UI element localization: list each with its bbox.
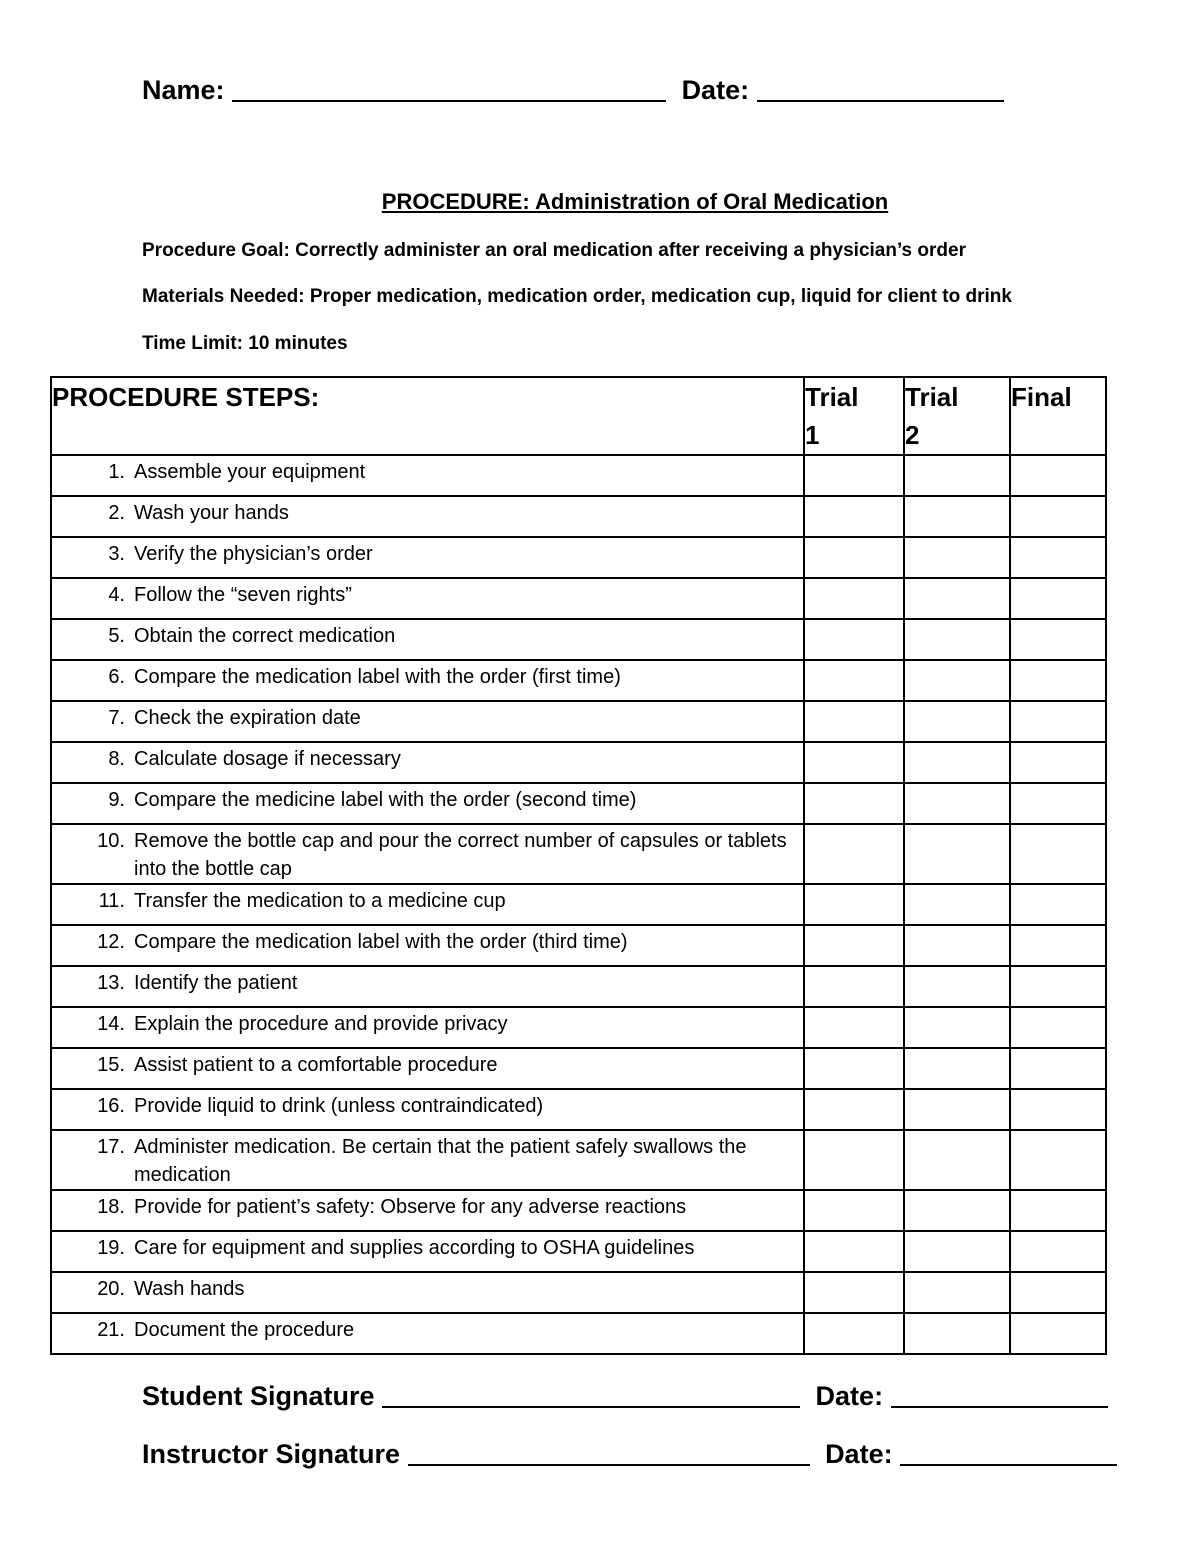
- step-number: 14.: [97, 1013, 125, 1035]
- trial-2-cell[interactable]: [904, 496, 1010, 537]
- step-cell: [51, 578, 804, 619]
- final-cell[interactable]: [1010, 824, 1106, 884]
- procedure-steps-table: [50, 376, 1107, 1355]
- trial-1-cell[interactable]: [804, 1190, 904, 1231]
- step-number: 21.: [97, 1319, 125, 1341]
- step-number: 6.: [108, 666, 125, 688]
- final-cell[interactable]: [1010, 966, 1106, 1007]
- step-number: 9.: [108, 789, 125, 811]
- step-text: Assemble your equipment: [134, 461, 366, 483]
- trial-2-cell[interactable]: [904, 660, 1010, 701]
- step-cell: [51, 884, 804, 925]
- trial-1-cell[interactable]: [804, 742, 904, 783]
- step-wrap: [52, 1193, 803, 1221]
- trial-2-cell[interactable]: [904, 1130, 1010, 1190]
- final-cell[interactable]: [1010, 537, 1106, 578]
- final-cell[interactable]: [1010, 925, 1106, 966]
- step-wrap: [52, 1275, 803, 1303]
- final-cell[interactable]: [1010, 1089, 1106, 1130]
- step-number: 12.: [97, 931, 125, 953]
- trial-1-cell[interactable]: [804, 537, 904, 578]
- trial-1-cell[interactable]: [804, 783, 904, 824]
- step-number: 7.: [108, 707, 125, 729]
- trial-1-cell[interactable]: [804, 824, 904, 884]
- trial-1-cell[interactable]: [804, 1130, 904, 1190]
- step-text: Obtain the correct medication: [134, 625, 396, 647]
- date-label: Date:: [681, 75, 750, 105]
- table-row: [51, 1190, 1106, 1231]
- trial-2-cell[interactable]: [904, 925, 1010, 966]
- table-row: [51, 537, 1106, 578]
- trial-1-cell[interactable]: [804, 1007, 904, 1048]
- step-number: 2.: [108, 502, 125, 524]
- step-text: Transfer the medication to a medicine cup: [134, 890, 506, 912]
- step-text: Check the expiration date: [134, 707, 361, 729]
- step-number: 11.: [98, 890, 125, 912]
- step-cell: [51, 701, 804, 742]
- student-signature-field[interactable]: [382, 1380, 800, 1408]
- name-date-line: [142, 74, 1004, 106]
- step-wrap: [52, 458, 803, 486]
- trial-2-header-line2: 2: [905, 420, 920, 450]
- trial-1-cell[interactable]: [804, 496, 904, 537]
- step-cell: [51, 1231, 804, 1272]
- procedure-goal: Procedure Goal: Correctly administer an oral medication after receiving a physician’s order: [142, 240, 966, 261]
- step-cell: [51, 1313, 804, 1354]
- trial-2-cell[interactable]: [904, 1048, 1010, 1089]
- step-wrap: [52, 663, 803, 691]
- step-number: 8.: [108, 748, 125, 770]
- step-wrap: [52, 1051, 803, 1079]
- step-number: 13.: [97, 972, 125, 994]
- final-cell[interactable]: [1010, 1007, 1106, 1048]
- date-field[interactable]: [757, 74, 1004, 102]
- table-row: [51, 1048, 1106, 1089]
- step-wrap: [52, 827, 803, 883]
- step-wrap: [52, 887, 803, 915]
- step-number: 20.: [97, 1278, 125, 1300]
- step-wrap: [52, 1010, 803, 1038]
- materials-needed: Materials Needed: Proper medication, medication order, medication cup, liquid for client to drink: [142, 286, 1012, 307]
- trial-2-cell[interactable]: [904, 824, 1010, 884]
- trial-2-cell[interactable]: [904, 1089, 1010, 1130]
- final-cell[interactable]: [1010, 884, 1106, 925]
- trial-2-cell[interactable]: [904, 537, 1010, 578]
- table-row: [51, 1007, 1106, 1048]
- procedure-steps-header: PROCEDURE STEPS:: [51, 377, 804, 455]
- step-text: Compare the medicine label with the order (second time): [134, 789, 637, 811]
- table-row: [51, 1089, 1106, 1130]
- trial-2-cell[interactable]: [904, 701, 1010, 742]
- trial-2-cell[interactable]: [904, 884, 1010, 925]
- procedure-title: PROCEDURE: Administration of Oral Medication: [381, 189, 889, 214]
- step-cell: [51, 742, 804, 783]
- table-row: [51, 824, 1106, 884]
- step-number: 4.: [108, 584, 125, 606]
- trial-2-cell[interactable]: [904, 1190, 1010, 1231]
- step-text: Compare the medication label with the order (first time): [134, 666, 621, 688]
- instructor-date-field[interactable]: [900, 1438, 1117, 1466]
- student-signature-line: [142, 1380, 1108, 1412]
- final-cell[interactable]: [1010, 1272, 1106, 1313]
- step-text: Follow the “seven rights”: [134, 584, 352, 606]
- trial-1-header-line2: 1: [805, 420, 820, 450]
- final-cell[interactable]: [1010, 660, 1106, 701]
- step-text: Wash your hands: [134, 502, 289, 524]
- instructor-date-label: Date:: [825, 1439, 893, 1469]
- trial-2-header: [904, 377, 1010, 455]
- instructor-signature-label: Instructor Signature: [142, 1439, 401, 1469]
- trial-1-header: [804, 377, 904, 455]
- table-row: [51, 966, 1106, 1007]
- trial-1-cell[interactable]: [804, 925, 904, 966]
- step-wrap: [52, 622, 803, 650]
- step-cell: [51, 1007, 804, 1048]
- table-row: [51, 496, 1106, 537]
- step-wrap: [52, 499, 803, 527]
- step-wrap: [52, 1092, 803, 1120]
- name-label: Name:: [142, 75, 225, 105]
- step-number: 18.: [97, 1196, 125, 1218]
- student-date-field[interactable]: [891, 1380, 1108, 1408]
- trial-2-cell[interactable]: [904, 455, 1010, 496]
- trial-1-cell[interactable]: [804, 701, 904, 742]
- table-row: [51, 742, 1106, 783]
- step-wrap: [52, 786, 803, 814]
- table-row: [51, 619, 1106, 660]
- step-cell: [51, 1048, 804, 1089]
- student-date-label: Date:: [815, 1381, 884, 1411]
- step-text: Provide liquid to drink (unless contraindicated): [134, 1095, 544, 1117]
- final-cell[interactable]: [1010, 1048, 1106, 1089]
- table-row: [51, 1130, 1106, 1190]
- step-cell: [51, 824, 804, 884]
- trial-2-cell[interactable]: [904, 742, 1010, 783]
- step-wrap: [52, 928, 803, 956]
- final-cell[interactable]: [1010, 783, 1106, 824]
- final-cell[interactable]: [1010, 619, 1106, 660]
- trial-2-cell[interactable]: [904, 1272, 1010, 1313]
- trial-1-cell[interactable]: [804, 619, 904, 660]
- final-cell[interactable]: [1010, 742, 1106, 783]
- trial-1-cell[interactable]: [804, 966, 904, 1007]
- step-wrap: [52, 1234, 803, 1262]
- trial-1-cell[interactable]: [804, 1272, 904, 1313]
- trial-2-cell[interactable]: [904, 1231, 1010, 1272]
- final-header: Final: [1010, 377, 1106, 455]
- step-wrap: [52, 704, 803, 732]
- steps-body: [51, 455, 1106, 1354]
- step-wrap: [52, 969, 803, 997]
- trial-2-header-line1: Trial: [905, 382, 959, 412]
- step-wrap: [52, 581, 803, 609]
- step-wrap: [52, 745, 803, 773]
- step-text: Care for equipment and supplies according to OSHA guidelines: [134, 1237, 695, 1259]
- final-cell[interactable]: [1010, 496, 1106, 537]
- trial-2-cell[interactable]: [904, 578, 1010, 619]
- trial-2-cell[interactable]: [904, 1313, 1010, 1354]
- step-cell: [51, 966, 804, 1007]
- step-number: 1.: [108, 461, 125, 483]
- step-cell: [51, 1190, 804, 1231]
- step-number: 19.: [97, 1237, 125, 1259]
- table-row: [51, 1313, 1106, 1354]
- instructor-signature-line: [142, 1438, 1117, 1470]
- step-text: Provide for patient’s safety: Observe for any adverse reactions: [134, 1196, 687, 1218]
- final-cell[interactable]: [1010, 1190, 1106, 1231]
- step-number: 10.: [97, 830, 125, 852]
- table-row: [51, 925, 1106, 966]
- step-cell: [51, 619, 804, 660]
- step-text: Assist patient to a comfortable procedure: [134, 1054, 498, 1076]
- final-cell[interactable]: [1010, 578, 1106, 619]
- table-header-row: [51, 377, 1106, 455]
- step-cell: [51, 660, 804, 701]
- trial-2-cell[interactable]: [904, 966, 1010, 1007]
- trial-1-cell[interactable]: [804, 455, 904, 496]
- step-wrap: [52, 540, 803, 568]
- step-text: Identify the patient: [134, 972, 298, 994]
- step-number: 5.: [108, 625, 125, 647]
- table-row: [51, 578, 1106, 619]
- trial-2-cell[interactable]: [904, 619, 1010, 660]
- name-field[interactable]: [232, 74, 666, 102]
- trial-1-cell[interactable]: [804, 1231, 904, 1272]
- final-cell[interactable]: [1010, 1313, 1106, 1354]
- step-cell: [51, 925, 804, 966]
- table-row: [51, 455, 1106, 496]
- time-limit: Time Limit: 10 minutes: [142, 333, 348, 354]
- step-text: Verify the physician’s order: [134, 543, 373, 565]
- instructor-signature-field[interactable]: [408, 1438, 810, 1466]
- final-cell[interactable]: [1010, 455, 1106, 496]
- step-cell: [51, 1272, 804, 1313]
- table-row: [51, 701, 1106, 742]
- step-text: Compare the medication label with the order (third time): [134, 931, 628, 953]
- step-cell: [51, 496, 804, 537]
- trial-1-cell[interactable]: [804, 884, 904, 925]
- table-row: [51, 1272, 1106, 1313]
- step-cell: [51, 783, 804, 824]
- final-cell[interactable]: [1010, 1130, 1106, 1190]
- step-cell: [51, 537, 804, 578]
- step-number: 15.: [97, 1054, 125, 1076]
- step-cell: [51, 1130, 804, 1190]
- trial-1-cell[interactable]: [804, 1048, 904, 1089]
- table-row: [51, 1231, 1106, 1272]
- final-cell[interactable]: [1010, 701, 1106, 742]
- student-signature-label: Student Signature: [142, 1381, 375, 1411]
- step-text: Document the procedure: [134, 1319, 355, 1341]
- trial-1-cell[interactable]: [804, 578, 904, 619]
- trial-1-cell[interactable]: [804, 660, 904, 701]
- trial-1-cell[interactable]: [804, 1089, 904, 1130]
- step-cell: [51, 1089, 804, 1130]
- step-wrap: [52, 1133, 803, 1189]
- final-cell[interactable]: [1010, 1231, 1106, 1272]
- step-text: Explain the procedure and provide privacy: [134, 1013, 508, 1035]
- trial-1-cell[interactable]: [804, 1313, 904, 1354]
- trial-1-header-line1: Trial: [805, 382, 859, 412]
- trial-2-cell[interactable]: [904, 1007, 1010, 1048]
- table-row: [51, 660, 1106, 701]
- table-row: [51, 783, 1106, 824]
- step-number: 17.: [97, 1136, 125, 1158]
- trial-2-cell[interactable]: [904, 783, 1010, 824]
- step-text: Administer medication. Be certain that the patient safely swallows the medication: [134, 1136, 747, 1186]
- step-text: Wash hands: [134, 1278, 245, 1300]
- step-number: 16.: [97, 1095, 125, 1117]
- step-wrap: [52, 1316, 803, 1344]
- step-number: 3.: [108, 543, 125, 565]
- step-cell: [51, 455, 804, 496]
- table-row: [51, 884, 1106, 925]
- step-text: Remove the bottle cap and pour the correct number of capsules or tablets into the bottle cap: [134, 830, 787, 880]
- step-text: Calculate dosage if necessary: [134, 748, 401, 770]
